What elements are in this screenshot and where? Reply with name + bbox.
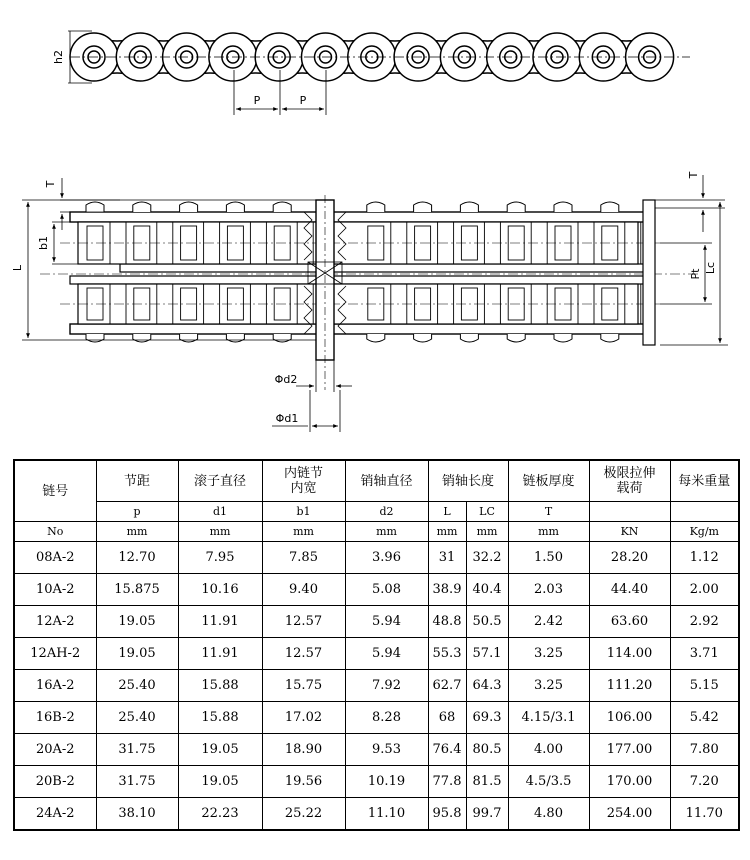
cell-chain-no: 12AH-2 <box>14 638 96 670</box>
cell-chain-no: 16A-2 <box>14 670 96 702</box>
cell-roller-diameter: 15.88 <box>178 702 262 734</box>
table-row <box>14 542 739 574</box>
cell-weight: 2.00 <box>670 574 739 606</box>
pin-head-top <box>226 202 244 212</box>
pin-head-top <box>554 202 572 212</box>
cell-inner-width: 9.40 <box>262 574 345 606</box>
cell-pin-diameter: 7.92 <box>345 670 428 702</box>
cell-plate-thickness: 2.42 <box>508 606 589 638</box>
cell-plate-thickness: 4.15/3.1 <box>508 702 589 734</box>
pin-head-bottom <box>133 334 151 342</box>
cell-tensile-load: 170.00 <box>589 766 670 798</box>
cell-inner-width: 17.02 <box>262 702 345 734</box>
header-chain-no: 链号 <box>14 460 96 522</box>
pin-head-top <box>133 202 151 212</box>
table-row <box>14 702 739 734</box>
symbol-row <box>14 502 739 522</box>
cell-plate-thickness: 4.5/3.5 <box>508 766 589 798</box>
cell-tensile-load: 44.40 <box>589 574 670 606</box>
cell-tensile-load: 28.20 <box>589 542 670 574</box>
table-row <box>14 638 739 670</box>
cell-tensile-load: 63.60 <box>589 606 670 638</box>
pitch-label-2: P <box>299 94 307 107</box>
symbol-b1: b1 <box>262 502 345 522</box>
cell-pitch: 19.05 <box>96 606 178 638</box>
cell-roller-diameter: 11.91 <box>178 606 262 638</box>
cell-chain-no: 24A-2 <box>14 798 96 831</box>
table-row <box>14 798 739 831</box>
header-pin-length: 销轴长度 <box>428 460 508 502</box>
cell-weight: 11.70 <box>670 798 739 831</box>
cell-roller-diameter: 10.16 <box>178 574 262 606</box>
unit-no: No <box>14 522 96 542</box>
l-label: L <box>11 264 24 272</box>
header-weight: 每米重量 <box>670 460 739 502</box>
cell-pin-length-lc: 80.5 <box>466 734 508 766</box>
cell-roller-diameter: 19.05 <box>178 734 262 766</box>
cell-pin-length-lc: 99.7 <box>466 798 508 831</box>
pin-head-bottom <box>86 334 104 342</box>
cell-weight: 5.42 <box>670 702 739 734</box>
t-left-label: T <box>44 180 57 188</box>
cell-weight: 7.80 <box>670 734 739 766</box>
cell-pin-diameter: 9.53 <box>345 734 428 766</box>
pin-head-bottom <box>273 334 291 342</box>
cell-pin-length-lc: 64.3 <box>466 670 508 702</box>
cell-pin-diameter: 11.10 <box>345 798 428 831</box>
pin-head-bottom <box>414 334 432 342</box>
pitch-label-1: P <box>253 94 261 107</box>
cell-weight: 7.20 <box>670 766 739 798</box>
cell-pin-length-l: 68 <box>428 702 466 734</box>
cell-pin-diameter: 3.96 <box>345 542 428 574</box>
cell-pin-length-lc: 81.5 <box>466 766 508 798</box>
cell-weight: 5.15 <box>670 670 739 702</box>
cell-inner-width: 12.57 <box>262 606 345 638</box>
chain-plan-view <box>40 195 700 390</box>
header-roller-diameter: 滚子直径 <box>178 460 262 502</box>
pin-head-top <box>507 202 525 212</box>
cell-tensile-load: 177.00 <box>589 734 670 766</box>
cell-chain-no: 12A-2 <box>14 606 96 638</box>
cell-pin-length-l: 95.8 <box>428 798 466 831</box>
cell-pin-length-l: 38.9 <box>428 574 466 606</box>
cell-pin-length-l: 77.8 <box>428 766 466 798</box>
header-inner-width-line1: 内链节 <box>283 466 323 481</box>
table-row <box>14 670 739 702</box>
cell-inner-width: 19.56 <box>262 766 345 798</box>
chain-side-view <box>70 33 690 81</box>
pin-head-top <box>367 202 385 212</box>
cell-pin-length-l: 55.3 <box>428 638 466 670</box>
cell-plate-thickness: 2.03 <box>508 574 589 606</box>
cell-inner-width: 18.90 <box>262 734 345 766</box>
header-tensile-load-line1: 极限拉伸 <box>603 466 656 481</box>
unit-lc: mm <box>466 522 508 542</box>
cell-inner-width: 12.57 <box>262 638 345 670</box>
pt-label: Pt <box>689 268 702 280</box>
cell-plate-thickness: 3.25 <box>508 670 589 702</box>
pin-head-top <box>601 202 619 212</box>
cell-roller-diameter: 11.91 <box>178 638 262 670</box>
t-right-dimension <box>645 175 725 232</box>
pin-head-top <box>273 202 291 212</box>
cell-plate-thickness: 1.50 <box>508 542 589 574</box>
unit-p: mm <box>96 522 178 542</box>
cell-pin-length-l: 76.4 <box>428 734 466 766</box>
pin-head-bottom <box>601 334 619 342</box>
cell-pin-diameter: 5.94 <box>345 606 428 638</box>
d1-label: Φd1 <box>275 412 299 425</box>
pin-head-bottom <box>180 334 198 342</box>
symbol-p: p <box>96 502 178 522</box>
cell-tensile-load: 106.00 <box>589 702 670 734</box>
header-pitch: 节距 <box>96 460 178 502</box>
chain-spec-table <box>13 459 740 831</box>
unit-d2: mm <box>345 522 428 542</box>
cell-pin-length-l: 62.7 <box>428 670 466 702</box>
symbol-d2: d2 <box>345 502 428 522</box>
table-row <box>14 766 739 798</box>
header-tensile-load-line2: 载荷 <box>616 481 643 496</box>
table-row <box>14 606 739 638</box>
pin-head-top <box>180 202 198 212</box>
pin-head-top <box>460 202 478 212</box>
cell-plate-thickness: 4.80 <box>508 798 589 831</box>
symbol-l: L <box>428 502 466 522</box>
cell-chain-no: 20A-2 <box>14 734 96 766</box>
b1-label: b1 <box>37 236 50 250</box>
cell-pitch: 25.40 <box>96 670 178 702</box>
pin-head-bottom <box>460 334 478 342</box>
cell-pitch: 25.40 <box>96 702 178 734</box>
pin-head-bottom <box>507 334 525 342</box>
cell-pin-length-lc: 32.2 <box>466 542 508 574</box>
cell-pitch: 38.10 <box>96 798 178 831</box>
unit-row <box>14 522 739 542</box>
cell-weight: 1.12 <box>670 542 739 574</box>
cell-plate-thickness: 4.00 <box>508 734 589 766</box>
cell-pin-length-lc: 57.1 <box>466 638 508 670</box>
t-right-label: T <box>687 171 700 179</box>
cell-chain-no: 08A-2 <box>14 542 96 574</box>
cell-weight: 2.92 <box>670 606 739 638</box>
cell-roller-diameter: 7.95 <box>178 542 262 574</box>
cell-pin-length-lc: 69.3 <box>466 702 508 734</box>
d2-label: Φd2 <box>274 373 298 386</box>
pin-head-top <box>86 202 104 212</box>
cell-inner-width: 15.75 <box>262 670 345 702</box>
cell-tensile-load: 111.20 <box>589 670 670 702</box>
unit-load: KN <box>589 522 670 542</box>
cell-pitch: 15.875 <box>96 574 178 606</box>
cell-pitch: 19.05 <box>96 638 178 670</box>
cell-pin-diameter: 5.08 <box>345 574 428 606</box>
symbol-weight <box>670 502 739 522</box>
lc-label: Lc <box>704 261 717 275</box>
cell-roller-diameter: 22.23 <box>178 798 262 831</box>
unit-l: mm <box>428 522 466 542</box>
cell-roller-diameter: 15.88 <box>178 670 262 702</box>
cell-pin-length-l: 48.8 <box>428 606 466 638</box>
symbol-load <box>589 502 670 522</box>
d1-dimension <box>272 390 340 432</box>
cell-chain-no: 10A-2 <box>14 574 96 606</box>
cell-weight: 3.71 <box>670 638 739 670</box>
symbol-d1: d1 <box>178 502 262 522</box>
unit-t: mm <box>508 522 589 542</box>
cell-pin-length-lc: 50.5 <box>466 606 508 638</box>
cell-pin-length-l: 31 <box>428 542 466 574</box>
header-pin-diameter: 销轴直径 <box>345 460 428 502</box>
cell-pin-diameter: 8.28 <box>345 702 428 734</box>
header-row <box>14 460 739 502</box>
header-plate-thickness: 链板厚度 <box>508 460 589 502</box>
cell-pin-diameter: 5.94 <box>345 638 428 670</box>
cell-roller-diameter: 19.05 <box>178 766 262 798</box>
table-row <box>14 734 739 766</box>
pin-head-bottom <box>226 334 244 342</box>
table-row <box>14 574 739 606</box>
cell-chain-no: 16B-2 <box>14 702 96 734</box>
cell-tensile-load: 254.00 <box>589 798 670 831</box>
cell-pin-length-lc: 40.4 <box>466 574 508 606</box>
unit-d1: mm <box>178 522 262 542</box>
unit-b1: mm <box>262 522 345 542</box>
symbol-t: T <box>508 502 589 522</box>
cell-inner-width: 7.85 <box>262 542 345 574</box>
cell-chain-no: 20B-2 <box>14 766 96 798</box>
cell-pitch: 12.70 <box>96 542 178 574</box>
cell-pin-diameter: 10.19 <box>345 766 428 798</box>
header-tensile-load <box>589 460 670 502</box>
header-inner-width-line2: 内宽 <box>290 481 317 496</box>
pin-head-top <box>414 202 432 212</box>
cell-pitch: 31.75 <box>96 734 178 766</box>
pin-head-bottom <box>367 334 385 342</box>
symbol-lc: LC <box>466 502 508 522</box>
pin-head-bottom <box>554 334 572 342</box>
h2-label: h2 <box>52 50 65 64</box>
header-inner-width <box>262 460 345 502</box>
cell-plate-thickness: 3.25 <box>508 638 589 670</box>
unit-weight: Kg/m <box>670 522 739 542</box>
cell-tensile-load: 114.00 <box>589 638 670 670</box>
cell-inner-width: 25.22 <box>262 798 345 831</box>
cell-pitch: 31.75 <box>96 766 178 798</box>
